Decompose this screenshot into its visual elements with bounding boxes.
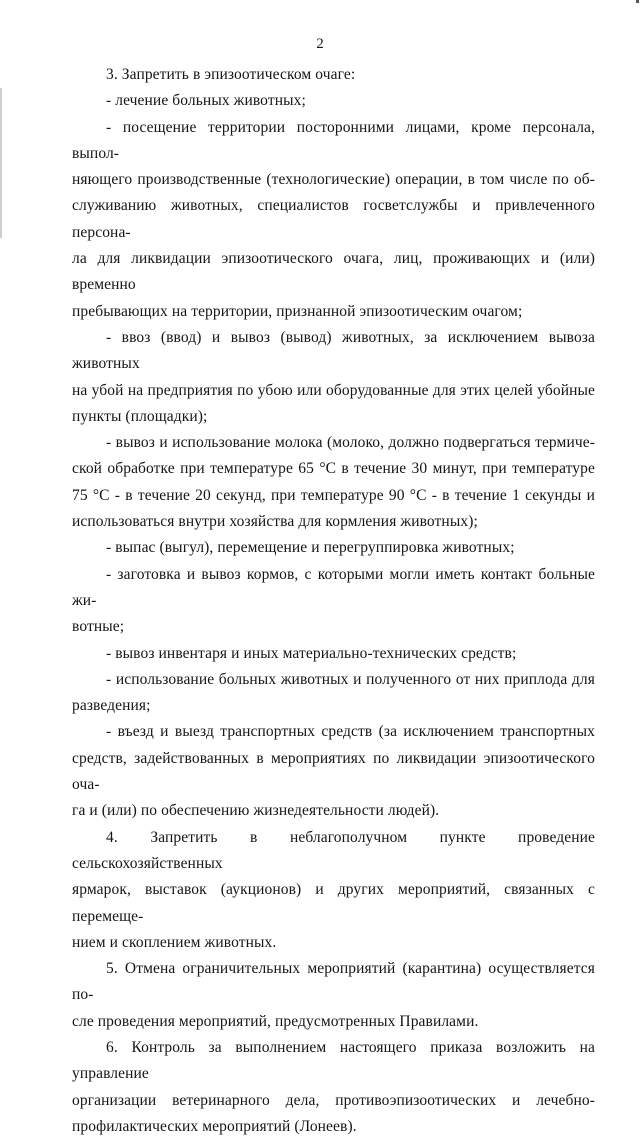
paragraph-line: 4. Запретить в неблагополучном пункте проведение сельскохозяйственных [72, 828, 595, 872]
paragraph-line: использоваться внутри хозяйства для кормления животных); [72, 513, 478, 531]
paragraph-line: пункты (площадки); [72, 407, 208, 425]
paragraph-line: 5. Отмена ограничительных мероприятий (карантина) осуществляется по- [72, 960, 595, 1004]
paragraph [72, 562, 595, 641]
paragraph [72, 641, 595, 667]
paragraph-line: вотные; [72, 618, 125, 636]
paragraph-line: - ввоз (ввод) и вывоз (вывод) животных, за исключением вывоза животных [72, 328, 595, 373]
scan-edge-mark [0, 88, 2, 238]
paragraph-line: средств, задействованных в мероприятиях по ликвидации эпизоотического оча- [72, 749, 595, 794]
paragraph-line: - вывоз инвентаря и иных материально-технических средств; [106, 644, 517, 662]
paragraph-line: на убой на предприятия по убою или оборудованные для этих целей убойные [72, 381, 595, 399]
paragraph-line: ской обработке при температуре 65 °С в течение 30 минут, при температуре [72, 460, 595, 478]
paragraph-line: сле проведения мероприятий, предусмотренных Правилами. [72, 1012, 479, 1030]
paragraph-line: - заготовка и вывоз кормов, с которыми могли иметь контакт больные жи- [72, 565, 595, 609]
paragraph-line: пребывающих на территории, признанной эпизоотическим очагом; [72, 302, 523, 320]
paragraph [72, 667, 595, 720]
paragraph-line: - посещение территории посторонними лицами, кроме персонала, выпол- [72, 118, 595, 162]
paragraph-line: - использование больных животных и полученного от них приплода для [106, 670, 595, 688]
paragraph-line: 3. Запретить в эпизоотическом очаге: [106, 66, 356, 83]
paragraph [72, 325, 595, 430]
paragraph-line: нием и скоплением животных. [72, 933, 277, 951]
paragraph-line: ла для ликвидации эпизоотического очага, лиц, проживающих и (или) временно [72, 250, 595, 294]
paragraph-line: - лечение больных животных; [106, 92, 306, 110]
paragraph-line: няющего производственные (технологические) операции, в том числе по об- [72, 171, 595, 189]
paragraph [72, 956, 595, 1035]
paragraph-line: профилактических мероприятий (Лонеев). [72, 1117, 357, 1135]
paragraph [72, 535, 595, 561]
paragraph-line: ярмарок, выставок (аукционов) и других мероприятий, связанных с перемеще- [72, 881, 595, 925]
scan-corner-mark [636, 0, 639, 3]
paragraph [72, 825, 595, 956]
paragraph-line: 6. Контроль за выполнением настоящего приказа возложить на управление [72, 1038, 595, 1083]
paragraph-line: - вывоз и использование молока (молоко, должно подвергаться термиче- [106, 434, 595, 452]
paragraph-line: - въезд и выезд транспортных средств (за исключением транспортных [106, 723, 595, 741]
paragraph [72, 62, 595, 88]
page-number: 2 [316, 36, 324, 52]
document-body [72, 62, 595, 1140]
paragraph-line: - выпас (выгул), перемещение и перегруппировка животных; [106, 539, 515, 557]
paragraph [72, 1035, 595, 1140]
paragraph-line: га и (или) по обеспечению жизнедеятельности людей). [72, 802, 440, 820]
paragraph-line: разведения; [72, 697, 151, 715]
paragraph [72, 115, 595, 325]
paragraph [72, 430, 595, 535]
paragraph-line: организации ветеринарного дела, противоэпизоотических и лечебно- [72, 1091, 595, 1109]
paragraph-line: 75 °С - в течение 20 секунд, при температуре 90 °С - в течение 1 секунды и [72, 486, 595, 504]
paragraph [72, 88, 595, 114]
paragraph [72, 719, 595, 824]
paragraph-line: служиванию животных, специалистов госветслужбы и привлеченного персона- [72, 197, 595, 241]
